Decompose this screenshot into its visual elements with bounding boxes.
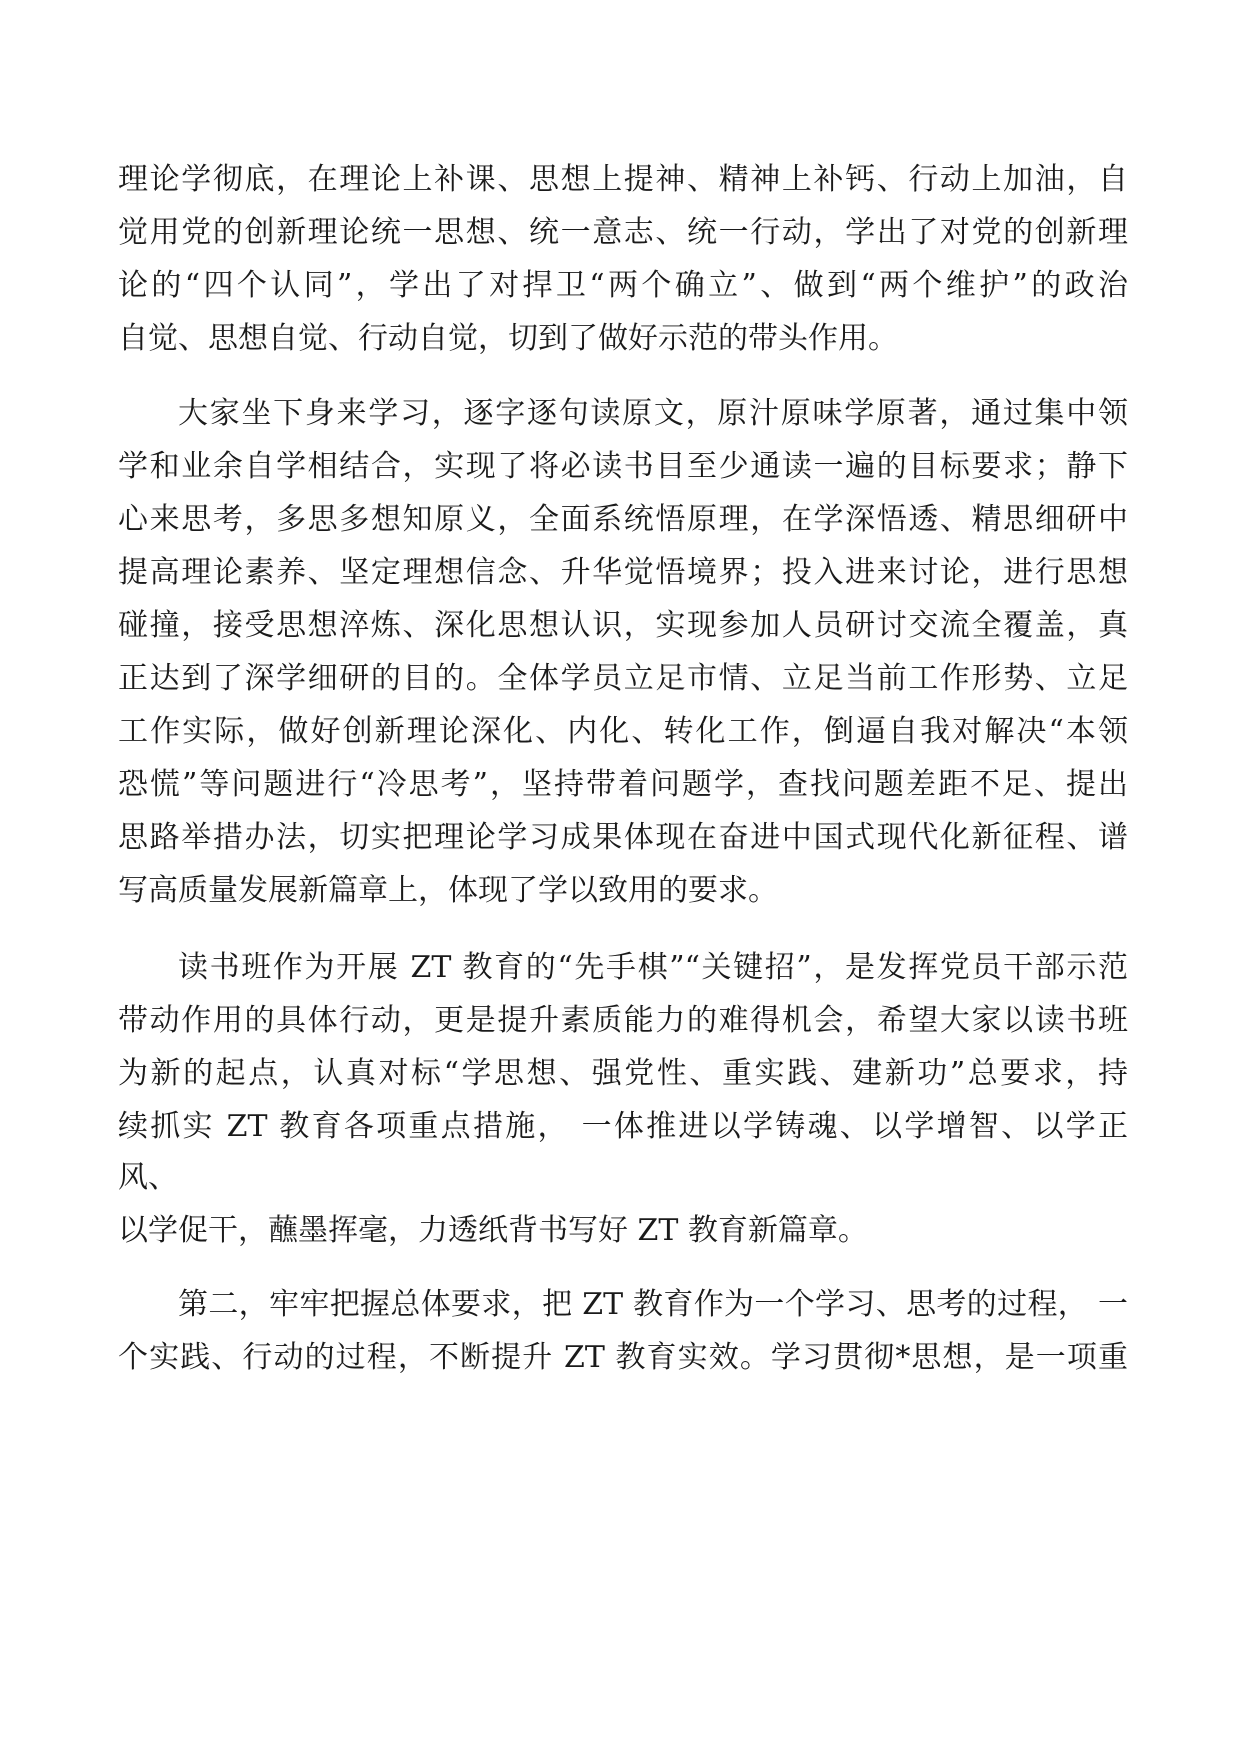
text-line: 提高理论素养、坚定理想信念、升华觉悟境界；投入进来讨论，进行思想 bbox=[118, 555, 1128, 590]
text-line: 读书班作为开展 ZT 教育的“先手棋”“关键招”，是发挥党员干部示范 bbox=[178, 950, 1128, 985]
text-line: 带动作用的具体行动，更是提升素质能力的难得机会，希望大家以读书班 bbox=[118, 1003, 1128, 1038]
text-line: 以学促干，蘸墨挥毫，力透纸背书写好 ZT 教育新篇章。 bbox=[118, 1213, 868, 1248]
text-line: 理论学彻底，在理论上补课、思想上提神、精神上补钙、行动上加油，自 bbox=[118, 162, 1128, 197]
text-line: 论的“四个认同”，学出了对捍卫“两个确立”、做到“两个维护”的政治 bbox=[118, 268, 1128, 303]
text-line: 思路举措办法，切实把理论学习成果体现在奋进中国式现代化新征程、谱 bbox=[118, 820, 1128, 855]
text-line: 续抓实 ZT 教育各项重点措施， 一体推进以学铸魂、以学增智、以学正 bbox=[118, 1109, 1128, 1144]
text-line: 风、 bbox=[118, 1160, 178, 1195]
text-line: 恐慌”等问题进行“冷思考”，坚持带着问题学，查找问题差距不足、提出 bbox=[118, 767, 1128, 802]
text-line: 正达到了深学细研的目的。全体学员立足市情、立足当前工作形势、立足 bbox=[118, 661, 1128, 696]
text-line: 写高质量发展新篇章上，体现了学以致用的要求。 bbox=[118, 873, 778, 908]
text-line: 为新的起点，认真对标“学思想、强党性、重实践、建新功”总要求，持 bbox=[118, 1056, 1128, 1091]
text-line: 学和业余自学相结合，实现了将必读书目至少通读一遍的目标要求；静下 bbox=[118, 449, 1128, 484]
text-line: 大家坐下身来学习，逐字逐句读原文，原汁原味学原著，通过集中领 bbox=[178, 396, 1128, 431]
text-line: 工作实际，做好创新理论深化、内化、转化工作，倒逼自我对解决“本领 bbox=[118, 714, 1128, 749]
text-line: 个实践、行动的过程，不断提升 ZT 教育实效。学习贯彻*思想，是一项重 bbox=[118, 1340, 1128, 1375]
text-line: 碰撞，接受思想淬炼、深化思想认识，实现参加人员研讨交流全覆盖，真 bbox=[118, 608, 1128, 643]
text-line: 第二，牢牢把握总体要求，把 ZT 教育作为一个学习、思考的过程， 一 bbox=[178, 1287, 1128, 1322]
text-line: 自觉、思想自觉、行动自觉，切到了做好示范的带头作用。 bbox=[118, 321, 898, 356]
text-line: 心来思考，多思多想知原义，全面系统悟原理，在学深悟透、精思细研中 bbox=[118, 502, 1128, 537]
text-line: 觉用党的创新理论统一思想、统一意志、统一行动，学出了对党的创新理 bbox=[118, 215, 1128, 250]
